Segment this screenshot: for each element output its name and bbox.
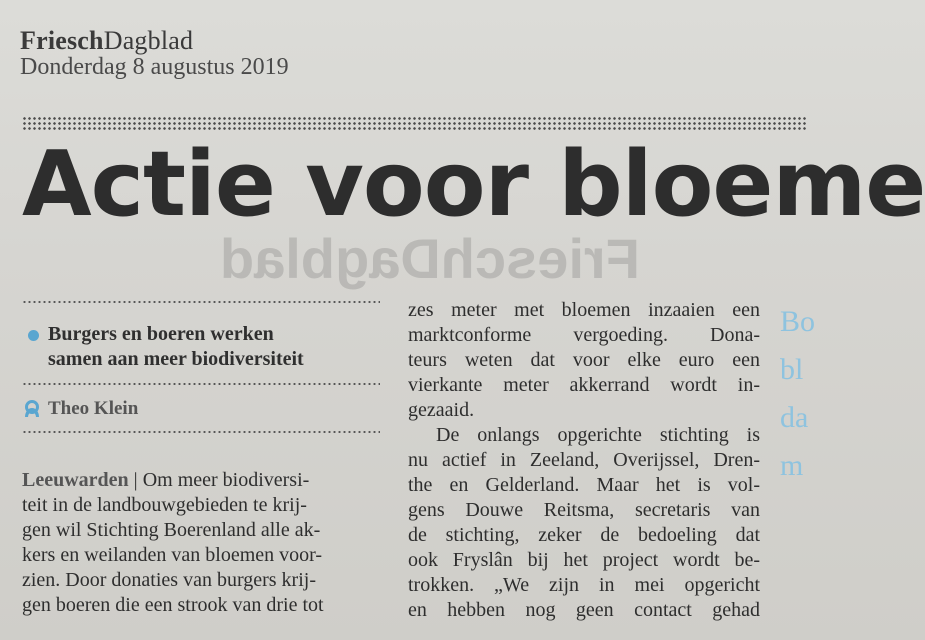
article-headline: Actie voor bloeme: [22, 132, 925, 237]
dotted-divider-bottom: [22, 430, 380, 434]
side-fragment: bl: [780, 353, 804, 386]
body-line: zien. Door donaties van burgers krij-: [22, 569, 316, 591]
brand-regular: Dagblad: [103, 26, 194, 55]
bullet-icon: [28, 330, 39, 341]
right-column-fragment: [780, 298, 820, 490]
body-line: trokken. „We zijn in mei opgericht: [408, 574, 760, 596]
middle-column: [408, 298, 760, 623]
body-line: [22, 468, 382, 493]
masthead: [20, 26, 289, 81]
side-fragment: Bo: [780, 305, 816, 338]
body-line-text: Om meer biodiversi-: [142, 469, 310, 491]
body-line: the en Gelderland. Maar het is vol-: [408, 474, 760, 496]
summary-line-2: samen aan meer biodiversiteit: [48, 348, 304, 370]
body-line: kers en weilanden van bloemen voor-: [22, 544, 323, 566]
body-line: vierkante meter akkerrand wordt in-: [408, 374, 760, 396]
author-name: Theo Klein: [48, 398, 139, 419]
side-fragment: m: [780, 449, 804, 482]
body-line: gens Douwe Reitsma, secretaris van: [408, 499, 760, 521]
dateline-place: Leeuwarden: [22, 469, 129, 491]
side-fragment: da: [780, 401, 809, 434]
dotted-divider: [22, 116, 808, 130]
left-body-text: [22, 468, 382, 618]
body-line: de stichting, zeker de bedoeling dat: [408, 524, 760, 546]
brand-bold: Friesch: [20, 26, 104, 55]
byline: [22, 386, 382, 430]
body-line: gezaaid.: [408, 399, 475, 421]
dateline-separator: |: [133, 469, 138, 491]
body-line: ook Fryslân bij het project wordt be-: [408, 549, 760, 571]
body-line: De onlangs opgerichte stichting is: [436, 424, 760, 446]
publication-date: Donderdag 8 augustus 2019: [20, 54, 289, 80]
summary-line-1: Burgers en boeren werken: [48, 323, 274, 345]
body-line: marktconforme vergoeding. Dona-: [408, 324, 760, 346]
body-line: zes meter met bloemen inzaaien een: [408, 299, 760, 321]
left-column: [22, 300, 382, 618]
body-line: teurs weten dat voor elke euro een: [408, 349, 760, 371]
newspaper-brand: [20, 26, 289, 56]
article-summary: [22, 304, 382, 382]
body-line: nu actief in Zeeland, Overijssel, Dren-: [408, 449, 760, 471]
show-through-text: FrieschDagblad: [219, 227, 640, 290]
body-line: teit in de landbouwgebieden te krij-: [22, 494, 307, 516]
author-icon: [22, 399, 42, 419]
body-line: gen wil Stichting Boerenland alle ak-: [22, 519, 321, 541]
body-line: gen boeren die een strook van drie tot: [22, 594, 324, 616]
body-line: en hebben nog geen contact gehad: [408, 599, 760, 621]
